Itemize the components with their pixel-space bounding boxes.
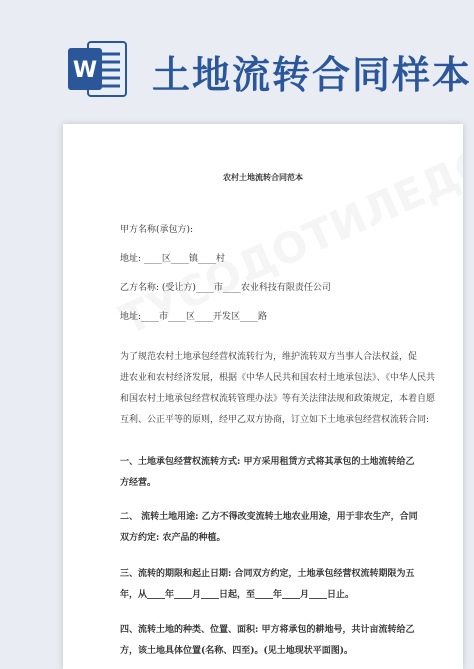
clause-2-cont: 双方约定: 农产品的种植。 [120,533,226,543]
preamble-line: 为了规范农村土地承包经营权流转行为，维护流转双方当事人合法权益，促 [120,352,418,362]
party-a-name: 甲方名称(承包方): [120,225,194,235]
banner-title: 土地流转合同样本 [152,53,473,97]
party-b-address: 地址:____市____区____开发区____路 [120,312,268,322]
banner [0,0,474,118]
preamble-line: 互利、公正平等的原则，经甲乙双方协商，订立如下土地承包经营权流转合同: [120,415,430,425]
word-doc-icon [66,40,128,98]
clause-1-cont: 方经营。 [120,478,157,488]
svg-text:W: W [72,58,98,83]
clause-3-cont: 年，从____年____月____日起，至____年____月____日止。 [120,590,355,600]
preamble-line: 进农业和农村经济发展，根据《中华人民共和国农村土地承包法》、《中华人民共 [120,373,436,383]
document-title: 农村土地流转合同范本 [223,173,303,182]
clause-4: 四、流转土地的种类、位置、面积: 甲方将承包的耕地号，共计亩流转给乙 [120,625,415,635]
clause-1: 一、土地承包经营权流转方式: 甲方采用租赁方式将其承包的土地流转给乙 [120,457,415,467]
clause-2: 二、 流转土地用途: 乙方不得改变流转土地农业用途，用于非农生产，合同 [120,512,418,522]
document-page [63,124,463,669]
party-a-address: 地址: ____区____镇____村 [120,254,225,264]
clause-3: 三、流转的期限和起止日期: 合同双方约定，土地承包经营权流转期限为五 [120,569,415,579]
preamble-line: 和国农村土地承包经营权流转管理办法》等有关法律法规和政策规定，本着自愿 [120,394,436,404]
party-b-name: 乙方名称: (受让方)____市____农业科技有限责任公司 [120,283,331,293]
clause-4-cont: 方，该土地具体位置(名称、四至)。(见土地现状平面图)。 [120,646,354,656]
